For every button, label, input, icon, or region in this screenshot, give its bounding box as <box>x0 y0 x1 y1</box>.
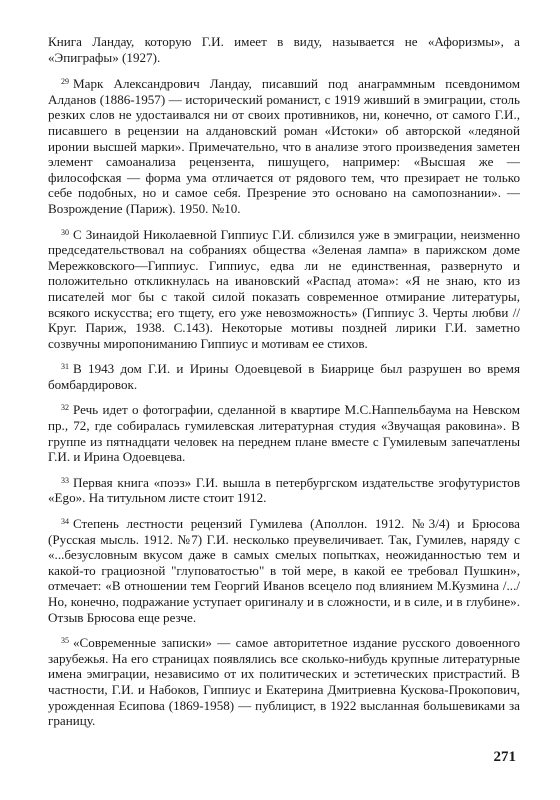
footnote-35 <box>48 633 520 729</box>
footnote-32 <box>48 400 520 464</box>
footnote-number: 30 <box>61 227 69 237</box>
footnote-text: «Современные записки» — самое авторитетное издание русского довоенного зарубежья. На его страницах появлялись все сколько-нибудь крупные литературные имена эмиграции, независимо от их политических и эстетических пристрастий. В частности, Г.И. и Набоков, Гиппиус и Екатерина Дмитриевна Кускова-Прокопович, урожденная Есипова (1869-1958) — публицист, в 1922 высланная большевиками за границу. <box>48 635 520 729</box>
footnote-number: 31 <box>61 362 69 372</box>
footnote-number: 34 <box>61 517 69 527</box>
continued-note-text: Книга Ландау, которую Г.И. имеет в виду, называется не «Афоризмы», а «Эпиграфы» (1927). <box>48 34 520 65</box>
footnote-number: 33 <box>61 475 69 485</box>
footnote-text: Степень лестности рецензий Гумилева (Аполлон. 1912. №3/4) и Брюсова (Русская мысль. 1912. №7) Г.И. несколько преувеличивает. Так, Гумилев, наряду с «...безусловным вкусом даже в самых смелых попытках, неожиданностью тем и какой-то грациозной "глуповатостью" в той мере, в какой ее требовал Пушкин», отмечает: «В отношении тем Георгий Иванов всецело под влиянием М.Кузмина /.../ Но, конечно, подражание уступает оригиналу и в сложности, и в силе, и в глубине». Отзыв Брюсова еще резче. <box>48 516 520 625</box>
footnote-number: 35 <box>61 636 69 646</box>
footnote-text: Марк Александрович Ландау, писавший под анаграммным псевдонимом Алданов (1886-1957) — исторический романист, с 1919 живший в эмиграции, столь резких слов не удостаивался ни от своих противников, ни, конечно, от самого Г.И., писавшего в рецензии на алдановский роман «Истоки» об авторской «ледяной иронии высшей марки». Примечательно, что в анализе этого произведения заметен элемент самоанализа рецензента, пишущего, например: «Высшая же — философская — форма ума отличается от рядового тем, что презирает не только себе подобных, но и самое себя. Презрение это основано на самопознании». — Возрождение (Париж). 1950. №10. <box>48 76 520 216</box>
footnote-31 <box>48 359 520 392</box>
footnote-text: В 1943 дом Г.И. и Ирины Одоевцевой в Биаррице был разрушен во время бомбардировок. <box>48 361 520 392</box>
footnote-text: Речь идет о фотографии, сделанной в квартире М.С.Наппельбаума на Невском пр., 72, где собиралась гумилевская литературная студия «Звучащая раковина». В группе из пятнадцати человек на переднем плане вместе с Гумилевым запечатлены Г.И. и Ирина Одоевцева. <box>48 402 520 465</box>
footnote-text: С Зинаидой Николаевной Гиппиус Г.И. сблизился уже в эмиграции, неизменно председательствовал на собраниях общества «Зеленая лампа» в парижском доме Мережковского—Гиппиус. Гиппиус, едва ли не единственная, развернуто и положительно откликнулась на ивановский «Распад атома»: «Я не знаю, кто из писателей мог бы с такой силой показать современное отмирание литературы, всякого искусства; его тщету, его уже невозможность» (Гиппиус З. Черты любви // Круг. Париж, 1938. С.143). Некоторые мотивы поздней лирики Г.И. заметно созвучны миропониманию Гиппиус и мотивам ее стихов. <box>48 226 520 351</box>
footnote-34 <box>48 514 520 625</box>
footnote-30 <box>48 225 520 352</box>
footnote-number: 29 <box>61 77 69 87</box>
footnote-text: Первая книга «поэз» Г.И. вышла в петербургском издательстве эгофутуристов «Ego». На титульном листе стоит 1912. <box>48 474 520 506</box>
footnote-number: 32 <box>61 403 69 413</box>
page-number: 271 <box>493 749 516 765</box>
footnote-29 <box>48 74 520 216</box>
footnote-33 <box>48 473 520 506</box>
